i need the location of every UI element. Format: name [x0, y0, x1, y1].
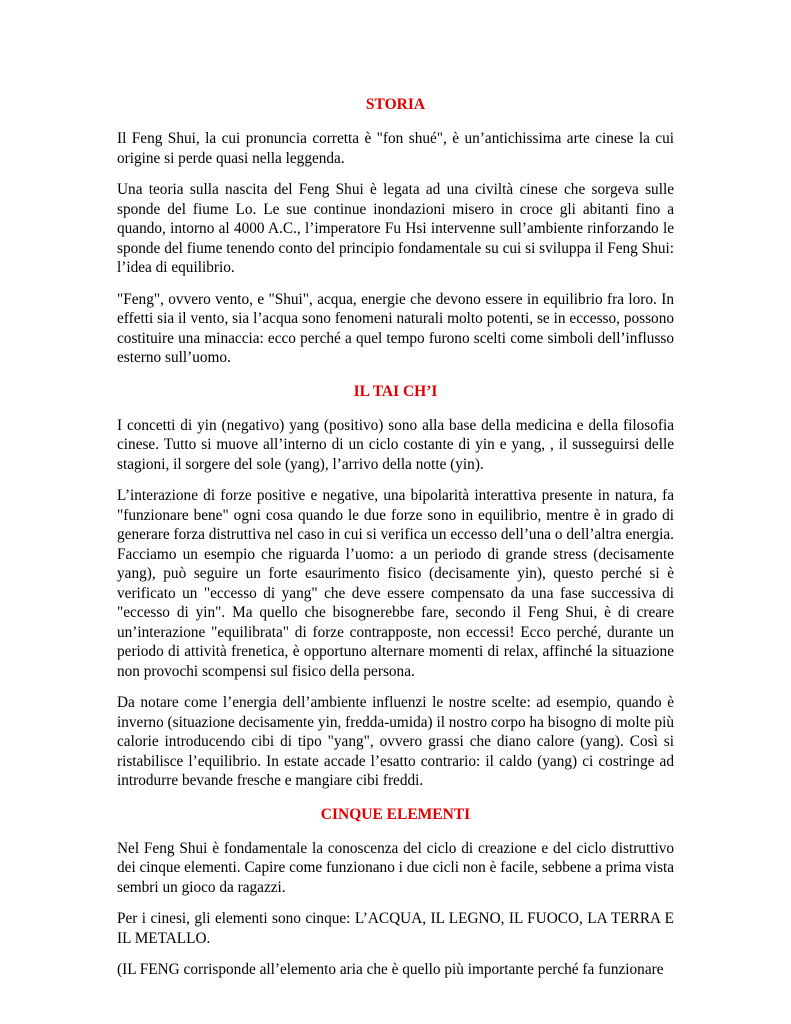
paragraph: L’interazione di forze positive e negative, una bipolarità interattiva presente in natura, fa "funzionare bene" ogni cosa quando le due forze sono in equilibrio, mentre è in grado di generare forza distruttiva nel caso in cui si verifica un eccesso dell’una o dell’altra energia. Facciamo un esempio che riguarda l’uomo: a un periodo di grande stress (decisamente yang), può seguire un forte esaurimento fisico (decisamente yin), questo perché si è verificato un "eccesso di yang" che deve essere compensato da una fase successiva di "eccesso di yin". Ma quello che bisognerebbe fare, secondo il Feng Shui, è di creare un’interazione "equilibrata" di forze contrapposte, non eccessi! Ecco perché, durante un periodo di attività frenetica, è opportuno alternare momenti di relax, affinché la situazione non provochi scompensi sul fisico della persona. [117, 487, 674, 680]
paragraph: (IL FENG corrisponde all’elemento aria che è quello più importante perché fa funzionare [117, 961, 664, 978]
paragraph: I concetti di yin (negativo) yang (positivo) sono alla base della medicina e della filosofia cinese. Tutto si muove all’interno di un ciclo costante di yin e yang, , il susseguirsi delle stagioni, il sorgere del sole (yang), l’arrivo della notte (yin). [117, 416, 674, 473]
paragraph: "Feng", ovvero vento, e "Shui", acqua, energie che devono essere in equilibrio fra loro. In effetti sia il vento, sia l’acqua sono fenomeni naturali molto potenti, se in eccesso, possono costituire una minaccia: ecco perché a quel tempo furono scelti come simboli dell’influsso esterno sull’uomo. [117, 290, 674, 366]
paragraph: Nel Feng Shui è fondamentale la conoscenza del ciclo di creazione e del ciclo distruttivo dei cinque elementi. Capire come funzionano i due cicli non è facile, sebbene a prima vista sembri un gioco da ragazzi. [117, 839, 674, 896]
paragraph: Il Feng Shui, la cui pronuncia corretta è "fon shué", è un’antichissima arte cinese la cui origine si perde quasi nella leggenda. [117, 130, 674, 167]
section-title-cinque-elementi: CINQUE ELEMENTI [320, 805, 471, 823]
paragraph: Per i cinesi, gli elementi sono cinque: L’ACQUA, IL LEGNO, IL FUOCO, LA TERRA E IL METALLO. [117, 910, 674, 947]
section-title-tai-chi: IL TAI CH’I [353, 382, 438, 400]
paragraph: Da notare come l’energia dell’ambiente influenzi le nostre scelte: ad esempio, quando è inverno (situazione decisamente yin, fredda-umida) il nostro corpo ha bisogno di molte più calorie introducendo cibi di tipo "yang", ovvero grassi che diano calore (yang). Così si ristabilisce l’equilibrio. In estate accade l’esatto contrario: il caldo (yang) ci costringe ad introdurre bevande fresche e mangiare cibi freddi. [117, 694, 674, 789]
section-title-storia: STORIA [365, 96, 426, 113]
paragraph: Una teoria sulla nascita del Feng Shui è legata ad una civiltà cinese che sorgeva sulle sponde del fiume Lo. Le sue continue inondazioni misero in croce gli abitanti fino a quando, intorno al 4000 A.C., l’imperatore Fu Hsi intervenne sull’ambiente rinforzando le sponde del fiume tenendo conto del principio fondamentale su cui si sviluppa il Feng Shui: l’idea di equilibrio. [117, 181, 674, 276]
